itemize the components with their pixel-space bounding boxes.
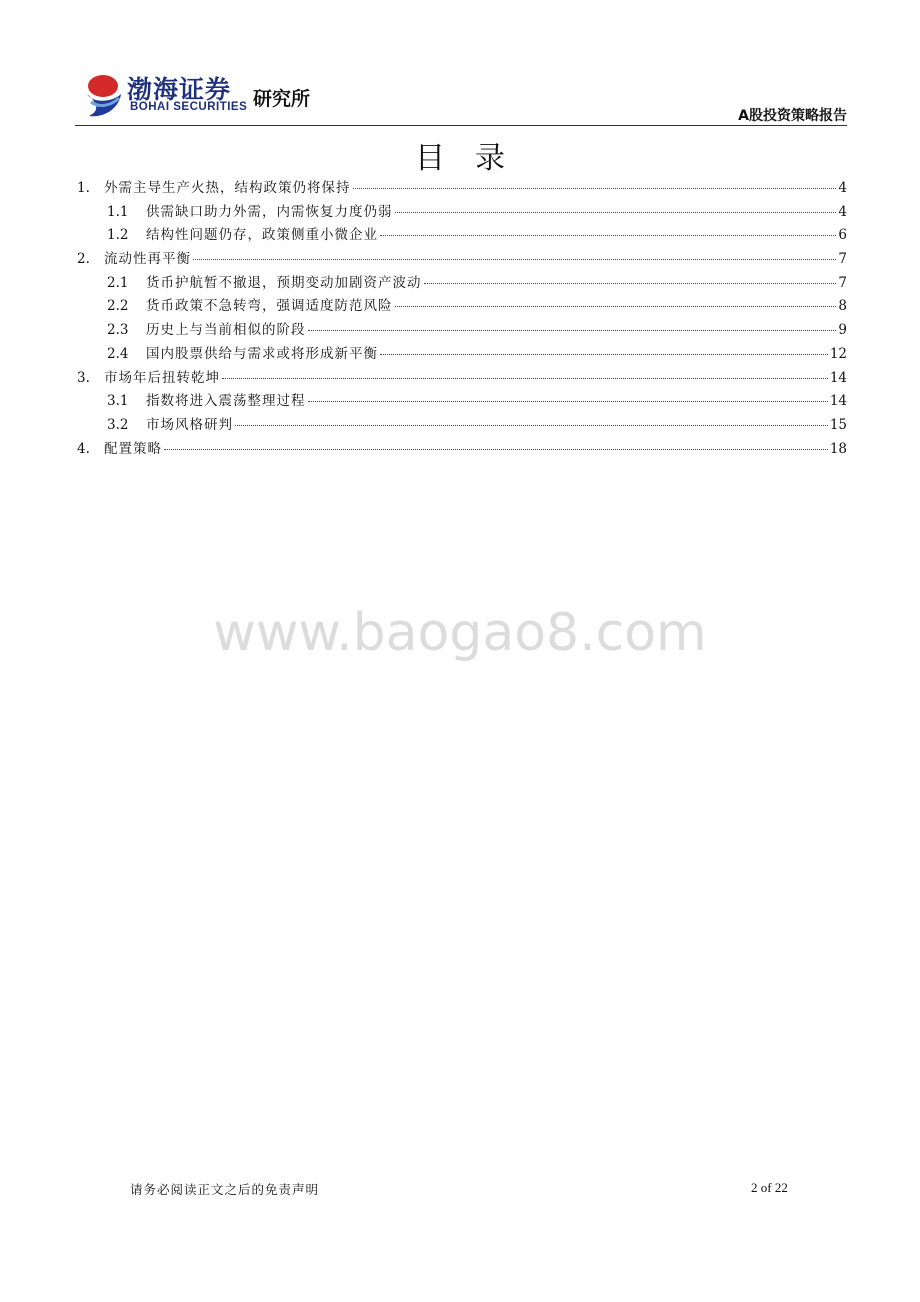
toc-entry[interactable] xyxy=(77,271,847,295)
toc-entry-page: 4 xyxy=(838,180,847,196)
toc-entry-page: 14 xyxy=(829,369,847,386)
toc-entry-page: 15 xyxy=(829,416,847,433)
bohai-logo-icon xyxy=(83,72,123,120)
toc-entry-number: 1.1 xyxy=(107,203,129,220)
toc-entry-label: 市场风格研判 xyxy=(146,416,233,433)
toc-entry[interactable] xyxy=(77,342,847,366)
toc-entry-page: 14 xyxy=(829,393,847,410)
disclaimer-note: 请务必阅读正文之后的免责声明 xyxy=(130,1182,320,1197)
toc-entry-page: 7 xyxy=(838,274,847,291)
toc-entry[interactable] xyxy=(77,389,847,413)
toc-dot-leader xyxy=(424,283,837,284)
toc-entry-label: 历史上与当前相似的阶段 xyxy=(146,322,306,339)
logo-english-name: BOHAI SECURITIES xyxy=(130,101,248,113)
toc-entry-label: 配置策略 xyxy=(104,440,162,457)
toc-entry-label: 流动性再平衡 xyxy=(104,251,191,268)
toc-entry-page: 12 xyxy=(829,345,847,362)
toc-entry-label: 外需主导生产火热，结构政策仍将保持 xyxy=(104,180,351,196)
logo-chinese-name: 渤海证券 xyxy=(127,75,232,104)
page-header xyxy=(75,70,847,126)
toc-entry-page: 6 xyxy=(838,227,847,244)
toc-entry-page: 18 xyxy=(829,440,847,457)
toc-entry-label: 指数将进入震荡整理过程 xyxy=(146,393,306,410)
toc-dot-leader xyxy=(395,212,837,213)
toc-entry-number: 3.2 xyxy=(107,416,129,433)
toc-dot-leader xyxy=(308,330,837,331)
toc-entry-label: 供需缺口助力外需，内需恢复力度仍弱 xyxy=(146,203,393,220)
toc-entry-page: 9 xyxy=(838,322,847,339)
header-divider xyxy=(75,125,847,126)
toc-dot-leader xyxy=(353,188,837,189)
toc-entry-label: 结构性问题仍存，政策侧重小微企业 xyxy=(146,227,378,244)
toc-entry-label: 国内股票供给与需求或将形成新平衡 xyxy=(146,345,378,362)
page-indicator: 2 of 22 xyxy=(751,1180,788,1195)
toc-entry[interactable] xyxy=(77,176,847,200)
toc-entry-number: 2.1 xyxy=(107,274,129,291)
toc-entry-number: 1.2 xyxy=(107,227,129,244)
toc-dot-leader xyxy=(395,306,837,307)
toc-entry-number: 2.3 xyxy=(107,322,129,339)
toc-entry-page: 4 xyxy=(838,203,847,220)
report-type-label: A股投资策略报告 xyxy=(738,108,847,124)
toc-entry-number: 4. xyxy=(77,440,90,457)
toc-dot-leader xyxy=(380,235,836,236)
toc-entry[interactable] xyxy=(77,200,847,224)
toc-entry-label: 货币政策不急转弯，强调适度防范风险 xyxy=(146,298,393,315)
toc-dot-leader xyxy=(235,425,828,426)
toc-entry-number: 1. xyxy=(77,180,90,196)
toc-entry-number: 2.2 xyxy=(107,298,129,315)
toc-entry-number: 2. xyxy=(77,251,90,268)
toc-entry-label: 市场年后扭转乾坤 xyxy=(104,369,220,386)
toc-entry[interactable] xyxy=(77,366,847,390)
toc-dot-leader xyxy=(380,354,828,355)
institute-label: 研究所 xyxy=(253,88,311,110)
table-of-contents xyxy=(77,176,847,460)
toc-entry[interactable] xyxy=(77,413,847,437)
toc-entry[interactable] xyxy=(77,437,847,461)
toc-entry[interactable] xyxy=(77,223,847,247)
toc-entry-number: 3.1 xyxy=(107,393,129,410)
toc-entry-number: 3. xyxy=(77,369,90,386)
toc-entry-label: 货币护航暂不撤退，预期变动加剧资产波动 xyxy=(146,274,422,291)
toc-dot-leader xyxy=(308,401,828,402)
toc-title: 目录 xyxy=(415,141,535,176)
toc-dot-leader xyxy=(193,259,836,260)
toc-dot-leader xyxy=(222,378,828,379)
watermark: www.baogao8.com xyxy=(213,603,707,663)
toc-entry[interactable] xyxy=(77,318,847,342)
toc-entry[interactable] xyxy=(77,247,847,271)
toc-entry-page: 8 xyxy=(838,298,847,315)
toc-entry-number: 2.4 xyxy=(107,345,129,362)
toc-dot-leader xyxy=(164,449,828,450)
toc-entry-page: 7 xyxy=(838,251,847,268)
toc-entry[interactable] xyxy=(77,294,847,318)
